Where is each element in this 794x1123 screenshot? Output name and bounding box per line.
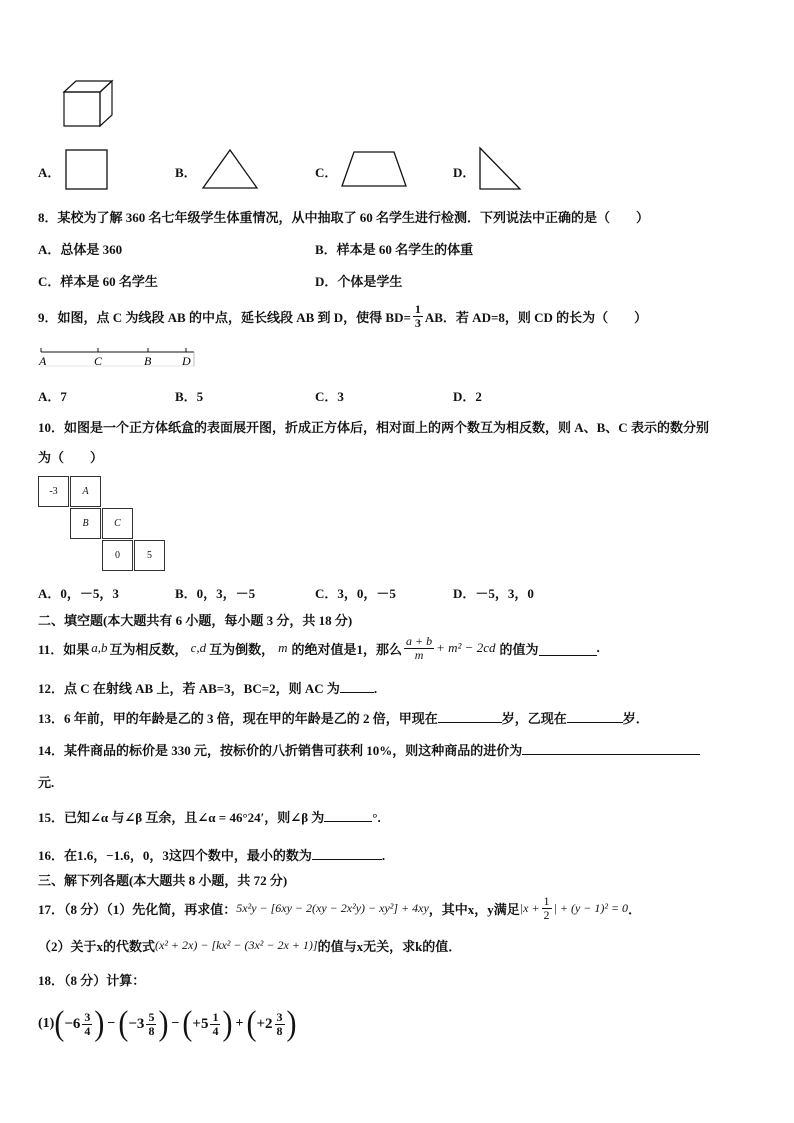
q16-end: .: [381, 848, 386, 863]
net-cell: 0: [102, 540, 133, 571]
cube-figure: [60, 78, 116, 132]
q14-text: 14．某件商品的标价是 330 元，按标价的八折销售可获利 10%，则这种商品的进价为: [38, 743, 523, 758]
q11-d: 的绝对值是1，那么: [291, 641, 403, 657]
q18-expression: [38, 1002, 297, 1046]
mixed-frac: [146, 1011, 156, 1038]
right-paren: ): [286, 1004, 297, 1043]
q12-answer-blank[interactable]: [340, 678, 374, 693]
q10-option-c: C．3，0，－5: [315, 586, 396, 601]
mixed-frac: [275, 1011, 285, 1038]
q17-part2: [38, 936, 461, 955]
q8-option-d: D．个体是学生: [315, 274, 403, 289]
point-a-label: A: [39, 354, 47, 368]
trapezoid-shape: [340, 150, 410, 190]
q9-stem: [38, 298, 647, 334]
q11-expr: + m² − 2cd: [436, 640, 496, 655]
q17-cond-num: 1: [543, 893, 550, 908]
net-cell: B: [70, 508, 101, 539]
q9-stem-a: 9．如图，点 C 为线段 AB 的中点，延长线段 AB 到 D，使得 BD=: [38, 309, 411, 325]
q7-option-a-label: A．: [38, 165, 61, 180]
mixed-number: [256, 1011, 286, 1038]
right-paren: ): [222, 1004, 233, 1043]
point-c-label: C: [94, 354, 103, 368]
right-paren: ): [94, 1004, 105, 1043]
q17-part2-expr: (x² + 2x) − [kx² − (3x² − 2x + 1)]: [155, 938, 318, 952]
q11-b: 互为相反数，: [109, 641, 188, 657]
q11-cd: c,d: [190, 640, 207, 655]
q13-answer-blank-1[interactable]: [438, 708, 502, 723]
q9-fraction: [413, 303, 423, 330]
q7-option-b-label: B．: [175, 165, 197, 180]
q18-stem: 18．（8 分）计算：: [38, 973, 146, 988]
mixed-whole: −3: [128, 1015, 145, 1032]
q9-option-a: A．7: [38, 389, 67, 404]
mixed-frac: [82, 1011, 92, 1038]
q8-option-a: A．总体是 360: [38, 242, 123, 257]
q11-frac-num: a + b: [406, 633, 433, 648]
q9-frac-num: 1: [414, 301, 421, 316]
left-paren: (: [54, 1004, 65, 1043]
mixed-num: 1: [212, 1009, 219, 1024]
q17-cond-a: |x +: [519, 900, 540, 915]
point-d-label: D: [182, 354, 191, 368]
q8-stem: 8．某校为了解 360 名七年级学生体重情况，从中抽取了 60 名学生进行检测．下列说法中正确的是（ ）: [38, 210, 650, 225]
q10-option-b: B．0，3，－5: [175, 586, 256, 601]
q12-end: .: [373, 681, 378, 696]
q10-option-d: D．－5，3，0: [453, 586, 534, 601]
q10-stem-line2: 为（ ）: [38, 450, 104, 465]
net-cell: C: [102, 508, 133, 539]
q14: [38, 740, 700, 759]
q17-part1-expr: 5x²y − [6xy − 2(xy − 2x²y) − xy²] + 4xy: [236, 900, 429, 915]
q13-text: 13．6 年前，甲的年龄是乙的 3 倍，现在甲的年龄是乙的 2 倍，甲现在: [38, 711, 438, 726]
mixed-whole: −6: [64, 1015, 81, 1032]
q14-line2: 元.: [38, 775, 55, 790]
q9-option-c: C．3: [315, 389, 344, 404]
q11-frac-den: m: [414, 647, 424, 662]
mixed-number: [192, 1011, 222, 1038]
q11-f: 的值为: [499, 641, 539, 657]
triangle-shape: [200, 148, 260, 192]
q15-end: °.: [372, 810, 381, 825]
mixed-whole: +2: [256, 1015, 273, 1032]
q13: [38, 708, 649, 727]
mixed-number: [128, 1011, 158, 1038]
q11-g: .: [596, 640, 600, 655]
q14-answer-blank[interactable]: [522, 740, 700, 755]
mixed-frac: [210, 1011, 220, 1038]
q11-fraction: [404, 635, 434, 662]
q11-c: 互为倒数，: [209, 641, 275, 657]
q17-part1-a: 17．（8 分）（1）先化简，再求值：: [38, 901, 237, 917]
q15-answer-blank[interactable]: [324, 807, 372, 822]
right-paren: ): [158, 1004, 169, 1043]
q17-cond-b: | + (y − 1)² = 0: [553, 900, 629, 915]
q15: [38, 807, 381, 826]
q9-option-d: D．2: [453, 389, 482, 404]
q11-ab: a,b: [91, 640, 108, 655]
q10-stem-line1: 10．如图是一个正方体纸盒的表面展开图，折成正方体后，相对面上的两个数互为相反数，则 A、B、C 表示的数分别: [38, 420, 709, 435]
mixed-den: 8: [148, 1023, 155, 1038]
q12-text: 12．点 C 在射线 AB 上，若 AB=3，BC=2，则 AC 为: [38, 681, 340, 696]
q17-part1-end: ．: [628, 901, 642, 917]
q17-cond-den: 2: [543, 907, 550, 922]
q8-option-c: C．样本是 60 名学生: [38, 274, 158, 289]
point-b-label: B: [144, 354, 152, 368]
q12: [38, 678, 377, 697]
q16-text: 16．在1.6，−1.6，0，3这四个数中，最小的数为: [38, 848, 312, 863]
operator: +: [235, 1016, 244, 1031]
segment-figure: [38, 344, 198, 370]
q9-stem-b: AB．若 AD=8，则 CD 的长为（ ）: [424, 309, 648, 325]
q11-answer-blank[interactable]: [539, 641, 597, 656]
q13-end: 岁．: [622, 711, 649, 726]
q13-answer-blank-2[interactable]: [567, 708, 623, 723]
q9-frac-den: 3: [414, 315, 421, 330]
left-paren: (: [118, 1004, 129, 1043]
cube-net: [38, 476, 168, 572]
q8-option-b: B．样本是 60 名学生的体重: [315, 242, 474, 257]
q17-part2-b: 的值与x无关，求k的值．: [317, 939, 462, 954]
left-paren: (: [246, 1004, 257, 1043]
q16: [38, 845, 385, 864]
mixed-num: 3: [84, 1009, 91, 1024]
q15-text: 15．已知∠α 与∠β 互余，且∠α = 46°24′，则∠β 为: [38, 810, 325, 825]
mixed-whole: +5: [192, 1015, 209, 1032]
q17-part1-b: ，其中x，y满足: [428, 901, 520, 917]
net-cell: -3: [38, 476, 69, 507]
section2-heading: 二、填空题(本大题共有 6 小题，每小题 3 分，共 18 分): [38, 613, 353, 628]
right-triangle-shape: [476, 146, 524, 192]
mixed-num: 5: [148, 1009, 155, 1024]
mixed-den: 4: [84, 1023, 91, 1038]
q17-part1: [38, 890, 641, 926]
q9-option-b: B．5: [175, 389, 204, 404]
q7-option-c-label: C．: [315, 165, 338, 180]
square-shape: [64, 148, 110, 192]
mixed-number: [64, 1011, 94, 1038]
operator: −: [107, 1016, 116, 1031]
q11-m: m: [278, 640, 288, 655]
operator: −: [171, 1016, 180, 1031]
q11-a: 11．如果: [38, 641, 90, 657]
q17-part2-a: （2）关于x的代数式: [38, 939, 156, 954]
q18-label: (1): [38, 1016, 55, 1031]
section3-heading: 三、解下列各题(本大题共 8 小题，共 72 分): [38, 873, 288, 888]
q7-option-d-label: D．: [453, 165, 476, 180]
mixed-den: 8: [276, 1023, 283, 1038]
q10-option-a: A．0，－5，3: [38, 586, 119, 601]
left-paren: (: [182, 1004, 193, 1043]
q16-answer-blank[interactable]: [312, 845, 382, 860]
q13-mid: 岁，乙现在: [501, 711, 567, 726]
q11: [38, 628, 600, 668]
net-cell: A: [70, 476, 101, 507]
net-cell: 5: [134, 540, 165, 571]
mixed-den: 4: [212, 1023, 219, 1038]
mixed-num: 3: [276, 1009, 283, 1024]
q17-cond-fraction: [542, 895, 552, 922]
